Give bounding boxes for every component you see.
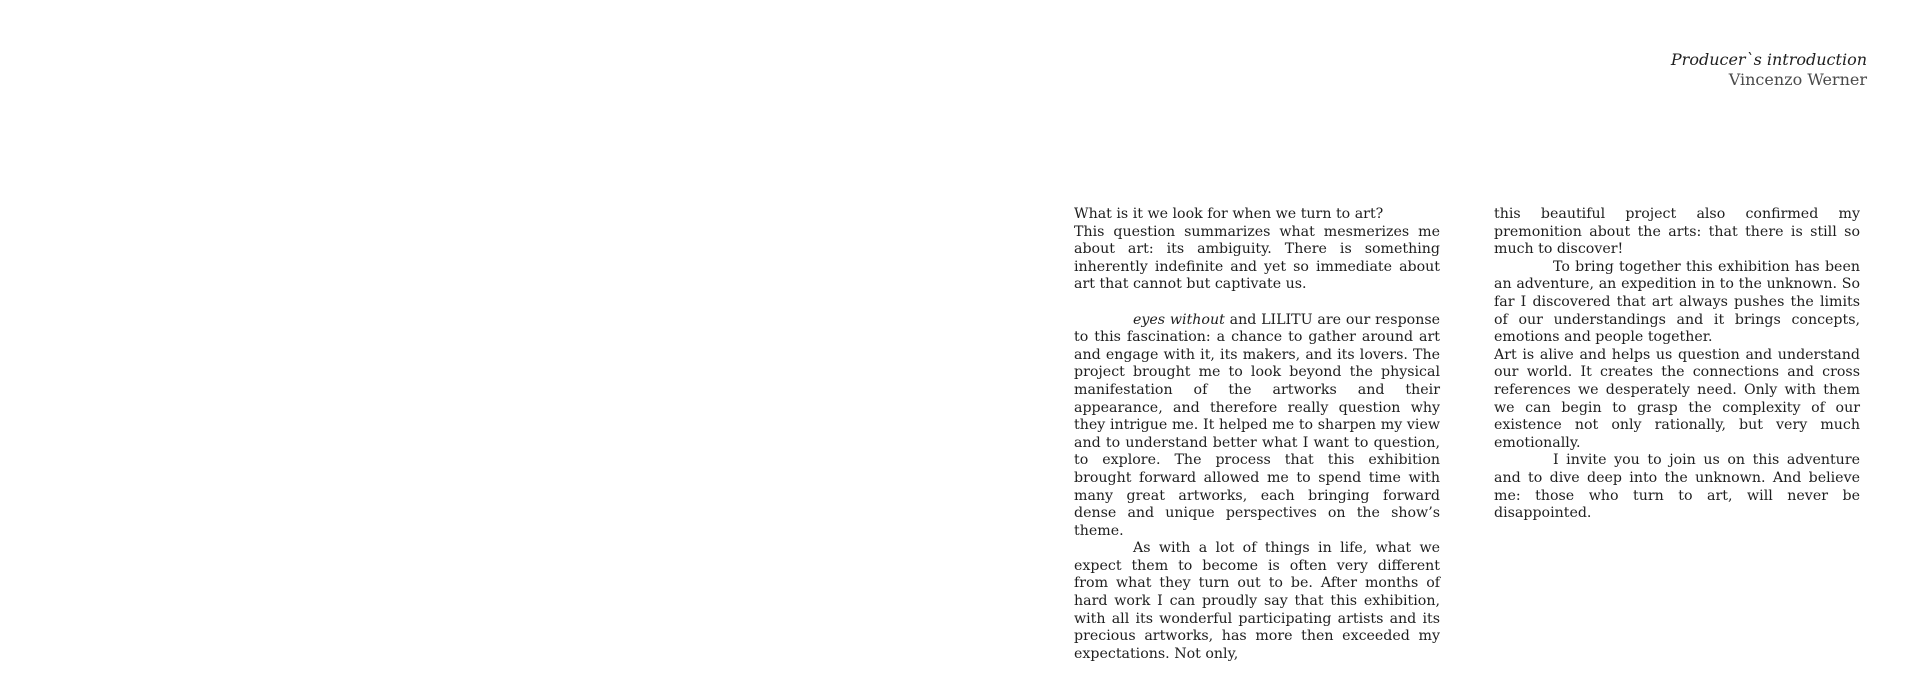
paragraph: I invite you to join us on this adventure and to dive deep into the unknown. And believe me: those who turn to art, will never be disappointed.	[1494, 452, 1860, 522]
paragraph: To bring together this exhibition has been an adventure, an expedition in to the unknown. So far I discovered that art always pushes the limits of our understandings and it brings concepts, emotions and people together.	[1494, 258, 1860, 346]
paragraph-text: and LILITU are our response to this fascination: a chance to gather around art and engage with it, its makers, and its lovers. The project brought me to look beyond the physical manifestation of the artworks and their appearance, and therefore really question why they intrigue me. It helped me to sharpen my view and to understand better what I want to question, to explore. The process that this exhibition brought forward allowed me to spend time with many great artworks, each bringing forward dense and unique perspectives on the show’s theme.	[1074, 311, 1441, 539]
paragraph: this beautiful project also confirmed my premonition about the arts: that there is still so much to discover!	[1494, 206, 1860, 258]
author-name: Vincenzo Werner	[1728, 70, 1867, 89]
paragraph	[1074, 312, 1440, 541]
paragraph: This question summarizes what mesmerizes me about art: its ambiguity. There is something inherently indefinite and yet so immediate about art that cannot but captivate us.	[1074, 223, 1440, 293]
text-column-right	[1494, 206, 1860, 523]
page-heading	[1671, 50, 1867, 90]
text-column-left	[1074, 206, 1440, 663]
paragraph: As with a lot of things in life, what we expect them to become is often very different from what they turn out to be. After months of hard work I can proudly say that this exhibition, with all its wonderful participating artists and its precious artworks, has more then exceeded my expectations. Not only,	[1074, 540, 1440, 662]
exhibition-title: eyes without	[1133, 311, 1225, 328]
section-title: Producer`s introduction	[1670, 50, 1867, 69]
paragraph: Art is alive and helps us question and understand our world. It creates the connections and cross references we desperately need. Only with them we can begin to grasp the complexity of our existence not only rationally, but very much emotionally.	[1494, 346, 1860, 451]
opening-question: What is it we look for when we turn to art?	[1074, 206, 1384, 222]
